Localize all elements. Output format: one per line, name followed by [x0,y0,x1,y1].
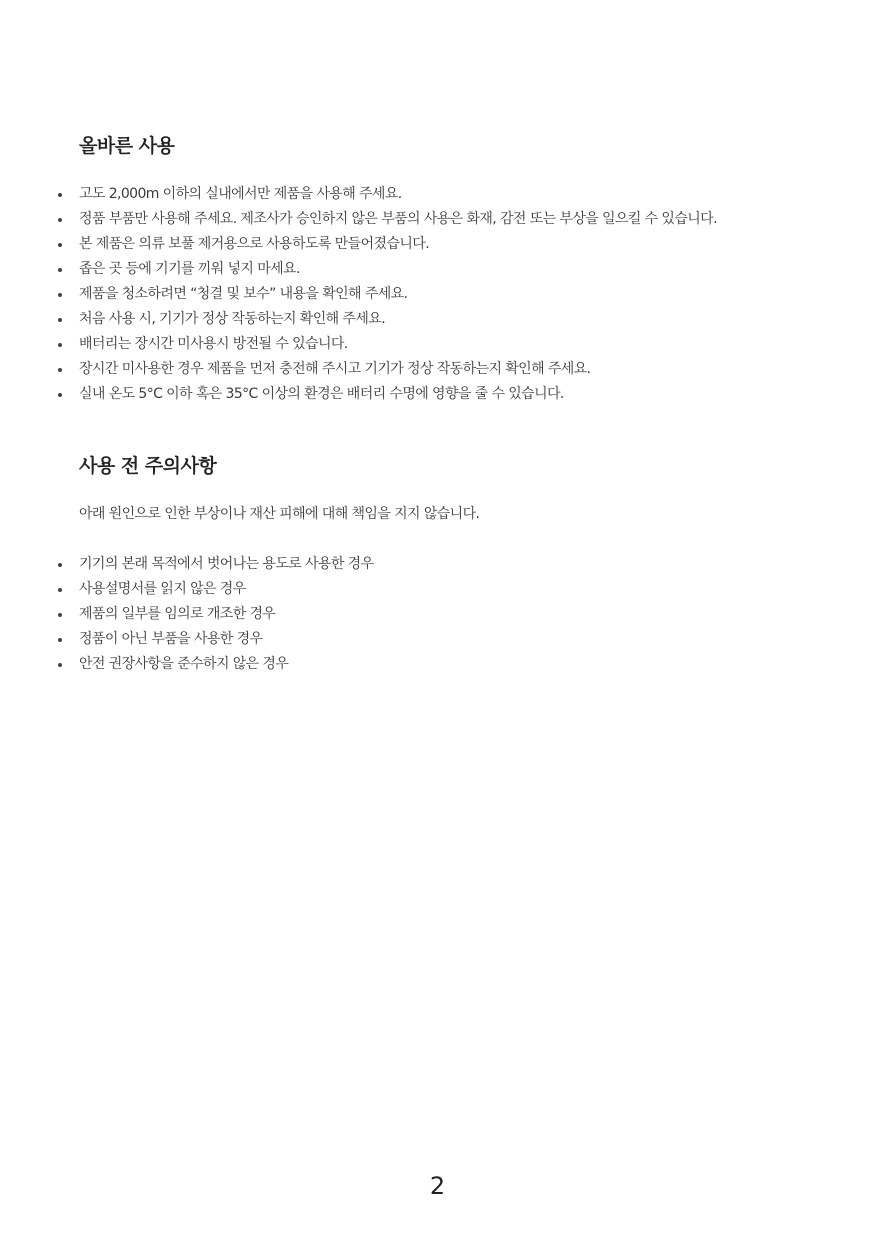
bullet-icon [58,663,62,667]
list-item-text: 좁은 곳 등에 기기를 끼워 넣지 마세요. [79,261,300,277]
list-item-text: 사용설명서를 읽지 않은 경우 [79,581,246,597]
list-item-text: 정품이 아닌 부품을 사용한 경우 [79,631,263,647]
list-item [0,627,875,652]
section-title-correct-use: 올바른 사용 [79,135,175,157]
list-item-text: 처음 사용 시, 기기가 정상 작동하는지 확인해 주세요. [79,311,386,327]
section-title-precautions: 사용 전 주의사항 [79,455,217,477]
list-item [0,357,875,382]
page-number: 2 [429,1172,446,1200]
list-item-text: 정품 부품만 사용해 주세요. 제조사가 승인하지 않은 부품의 사용은 화재, 감전 또는 부상을 일으킬 수 있습니다. [79,211,717,227]
correct-use-list [0,182,875,407]
list-item-text: 배터리는 장시간 미사용시 방전될 수 있습니다. [79,336,348,352]
bullet-icon [58,563,62,567]
bullet-icon [58,343,62,347]
bullet-icon [58,218,62,222]
list-item [0,232,875,257]
list-item [0,602,875,627]
bullet-icon [58,368,62,372]
list-item-text: 본 제품은 의류 보풀 제거용으로 사용하도록 만들어졌습니다. [79,236,430,252]
list-item-text: 제품을 청소하려면 “청결 및 보수” 내용을 확인해 주세요. [79,286,408,302]
list-item [0,257,875,282]
list-item [0,652,875,677]
bullet-icon [58,243,62,247]
list-item-text: 안전 권장사항을 준수하지 않은 경우 [79,656,289,672]
bullet-icon [58,268,62,272]
bullet-icon [58,638,62,642]
list-item [0,282,875,307]
list-item [0,382,875,407]
bullet-icon [58,393,62,397]
list-item-text: 실내 온도 5°C 이하 혹은 35°C 이상의 환경은 배터리 수명에 영향을 줄 수 있습니다. [79,386,564,402]
precautions-list [0,552,875,677]
list-item-text: 제품의 일부를 임의로 개조한 경우 [79,606,276,622]
list-item [0,307,875,332]
bullet-icon [58,318,62,322]
list-item [0,182,875,207]
list-item-text: 장시간 미사용한 경우 제품을 먼저 충전해 주시고 기기가 정상 작동하는지 확인해 주세요. [79,361,591,377]
bullet-icon [58,588,62,592]
list-item [0,332,875,357]
precautions-intro: 아래 원인으로 인한 부상이나 재산 피해에 대해 책임을 지지 않습니다. [79,506,480,522]
bullet-icon [58,613,62,617]
list-item [0,552,875,577]
list-item-text: 기기의 본래 목적에서 벗어나는 용도로 사용한 경우 [79,556,374,572]
list-item [0,577,875,602]
bullet-icon [58,193,62,197]
list-item-text: 고도 2,000m 이하의 실내에서만 제품을 사용해 주세요. [79,186,402,202]
bullet-icon [58,293,62,297]
list-item [0,207,875,232]
